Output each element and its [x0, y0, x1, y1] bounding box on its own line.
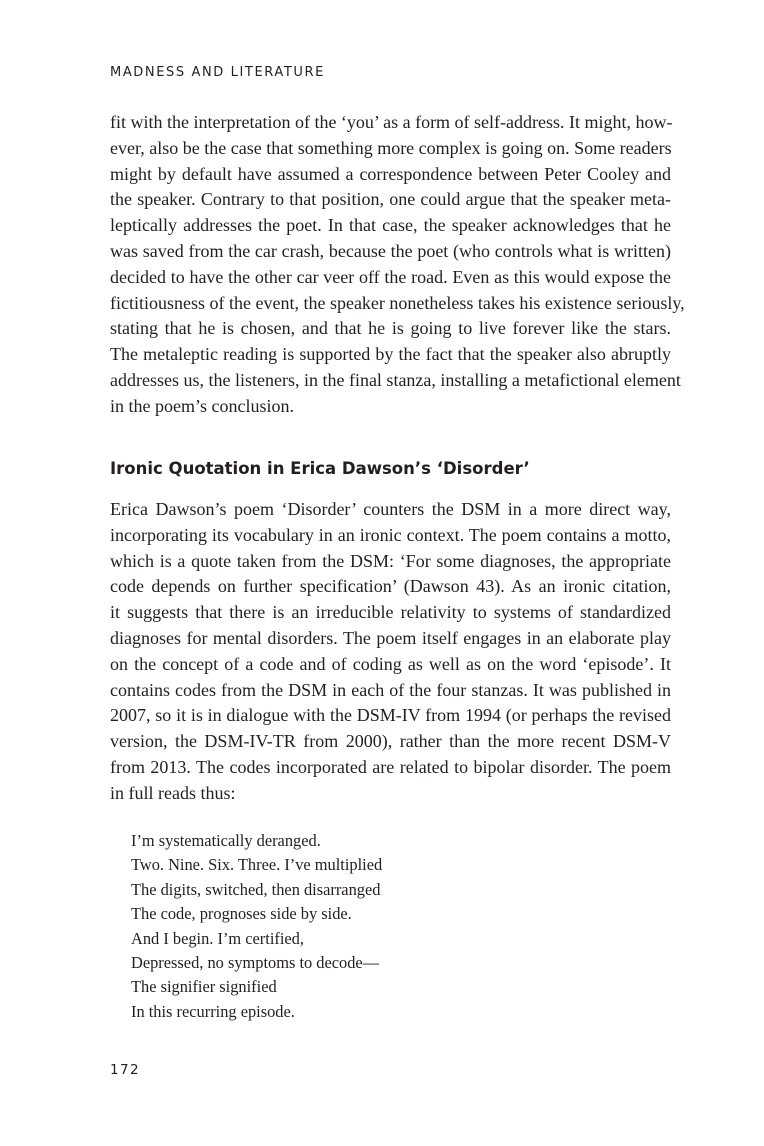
- text-line: contains codes from the DSM in each of the four stanzas. It was published in: [110, 679, 671, 700]
- section-heading: Ironic Quotation in Erica Dawson’s ‘Disorder’: [110, 459, 530, 478]
- text-line: in full reads thus:: [110, 782, 236, 803]
- text-line: Erica Dawson’s poem ‘Disorder’ counters the DSM in a more direct way,: [110, 499, 671, 519]
- body-paragraph-2: [110, 497, 671, 807]
- body-paragraph-1: [110, 110, 685, 420]
- poem-line: The digits, switched, then disarranged: [131, 879, 381, 899]
- text-line: from 2013. The codes incorporated are related to bipolar disorder. The poem: [110, 756, 671, 777]
- poem-line: I’m systematically deranged.: [131, 831, 321, 850]
- text-line: decided to have the other car veer off the road. Even as this would expose the: [110, 266, 671, 287]
- text-line: fit with the interpretation of the ‘you’ as a form of self-address. It might, how-: [110, 112, 673, 132]
- text-line: leptically addresses the poet. In that case, the speaker acknowledges that he: [110, 215, 671, 236]
- text-line: fictitiousness of the event, the speaker nonetheless takes his existence seriously,: [110, 292, 685, 313]
- poem-line: The signifier signified: [131, 977, 277, 997]
- poem-line: Two. Nine. Six. Three. I’ve multiplied: [131, 855, 383, 875]
- text-line: 2007, so it is in dialogue with the DSM-IV from 1994 (or perhaps the revised: [110, 705, 671, 726]
- poem-line: Depressed, no symptoms to decode—: [131, 952, 380, 972]
- text-line: the speaker. Contrary to that position, one could argue that the speaker meta-: [110, 189, 671, 210]
- text-line: version, the DSM-IV-TR from 2000), rather than the more recent DSM-V: [110, 731, 671, 752]
- text-line: The metaleptic reading is supported by the fact that the speaker also abruptly: [110, 344, 671, 365]
- text-line: addresses us, the listeners, in the final stanza, installing a metafictional element: [110, 369, 681, 390]
- poem-quotation: [131, 829, 382, 1024]
- poem-line: And I begin. I’m certified,: [131, 928, 304, 948]
- text-line: code depends on further specification’ (Dawson 43). As an ironic citation,: [110, 576, 671, 597]
- text-line: might by default have assumed a correspondence between Peter Cooley and: [110, 163, 671, 184]
- text-line: in the poem’s conclusion.: [110, 395, 294, 416]
- text-line: incorporating its vocabulary in an ironic context. The poem contains a motto,: [110, 524, 671, 545]
- text-line: which is a quote taken from the DSM: ‘For some diagnoses, the appropriate: [110, 550, 671, 571]
- text-line: diagnoses for mental disorders. The poem itself engages in an elaborate play: [110, 627, 671, 648]
- text-line: ever, also be the case that something more complex is going on. Some readers: [110, 137, 672, 158]
- text-line: on the concept of a code and of coding as well as on the word ‘episode’. It: [110, 653, 671, 674]
- text-line: was saved from the car crash, because the poet (who controls what is written): [110, 240, 671, 261]
- running-head: MADNESS AND LITERATURE: [110, 65, 325, 80]
- poem-line: In this recurring episode.: [131, 1001, 295, 1021]
- poem-line: The code, prognoses side by side.: [131, 904, 352, 924]
- text-line: stating that he is chosen, and that he is going to live forever like the stars.: [110, 318, 671, 339]
- page-number: 172: [110, 1062, 140, 1078]
- text-line: it suggests that there is an irreducible relativity to systems of standardized: [110, 602, 671, 623]
